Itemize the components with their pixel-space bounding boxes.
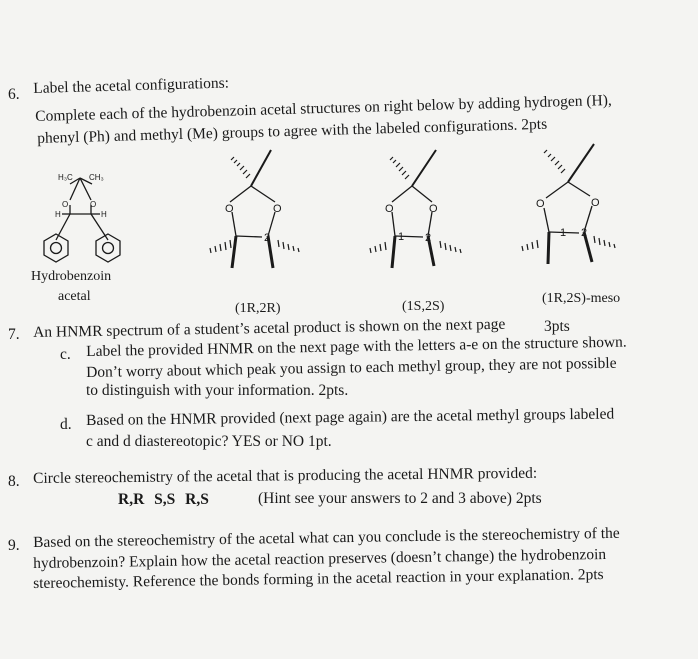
q7c-letter: c. [60, 346, 71, 363]
t1-o-left: O [225, 203, 234, 215]
q7c-line3: to distinguish with your information. 2pts. [86, 382, 349, 399]
t3-c1-label: 1 [560, 227, 567, 239]
template-1R2S-meso [544, 144, 594, 264]
t1-hash-right [278, 240, 299, 252]
ref-caption-line1: Hydrobenzoin [31, 269, 112, 284]
ref-o-right: O [90, 200, 97, 209]
ref-h-right: H [101, 210, 107, 219]
t2-config-label: (1S,2S) [402, 299, 445, 314]
t1-hash-top [231, 157, 250, 178]
q7d-letter: d. [60, 416, 72, 433]
reference-acetal-structure [44, 178, 120, 262]
q6-number: 6. [8, 86, 20, 103]
t2-hash-top [390, 157, 409, 179]
t3-o-left: O [536, 198, 545, 210]
t1-o-right: O [273, 203, 282, 215]
q7d-line2: c and d diastereotopic? YES or NO 1pt. [86, 433, 332, 450]
t2-c2-label: 2 [425, 232, 432, 244]
q8-hint: (Hint see your answers to 2 and 3 above) 2pts [258, 490, 542, 507]
t3-hash-top [544, 150, 565, 173]
template-1R2R [230, 150, 275, 268]
q7-points: 3pts [544, 318, 570, 335]
q8-text: Circle stereochemistry of the acetal that is producing the acetal HNMR provided: [33, 464, 538, 487]
ref-me-left: H₃C [58, 173, 73, 182]
q7-text: An HNMR spectrum of a student’s acetal product is shown on the next page [33, 315, 506, 341]
ref-h-left: H [55, 210, 61, 219]
ref-caption-line2: acetal [58, 289, 91, 304]
q8-number: 8. [8, 473, 20, 490]
t2-hash-left [370, 242, 386, 253]
t2-o-left: O [385, 203, 394, 215]
t3-c2-label: 2 [581, 227, 588, 239]
q9-number: 9. [8, 537, 20, 554]
q7c-line2: Don’t worry about which peak you assign to each methyl group, they are not possible [86, 354, 617, 381]
t1-hash-left [210, 240, 231, 253]
q7d-line1: Based on the HNMR provided (next page again) are the acetal methyl groups labeled [86, 405, 615, 429]
q9-line3: stereochemisty. Reference the bonds forming in the acetal reaction in your explanation. 2pts [33, 566, 604, 592]
q6-instruction-line1: Complete each of the hydrobenzoin acetal structures on right below by adding hydrogen (H), [35, 91, 613, 125]
t2-o-right: O [429, 203, 438, 215]
t3-hash-right [594, 236, 615, 248]
q6-instruction-line2: phenyl (Ph) and methyl (Me) groups to agree with the labeled configurations. 2pts [37, 115, 548, 147]
t2-c1-label: 1 [398, 231, 405, 243]
t2-hash-right [440, 241, 461, 253]
q9-line1: Based on the stereochemistry of the acetal what can you conclude is the stereochemistry of the [33, 524, 620, 551]
ref-me-right: CH₃ [89, 173, 104, 182]
q7-number: 7. [8, 326, 20, 343]
t1-c2-label: 2 [264, 232, 271, 244]
t3-hash-left [522, 240, 538, 251]
t3-config-label: (1R,2S)-meso [542, 291, 621, 306]
q9-line2: hydrobenzoin? Explain how the acetal reaction preserves (doesn’t change) the hydrobenzoin [33, 545, 607, 572]
q6-title: Label the acetal configurations: [33, 74, 230, 97]
q8-options: R,R S,S R,S [118, 491, 209, 508]
ref-o-left: O [62, 200, 69, 209]
t1-config-label: (1R,2R) [235, 301, 281, 316]
t3-o-right: O [591, 197, 600, 209]
q7c-line1: Label the provided HNMR on the next page with the letters a-e on the structure shown. [86, 333, 627, 360]
